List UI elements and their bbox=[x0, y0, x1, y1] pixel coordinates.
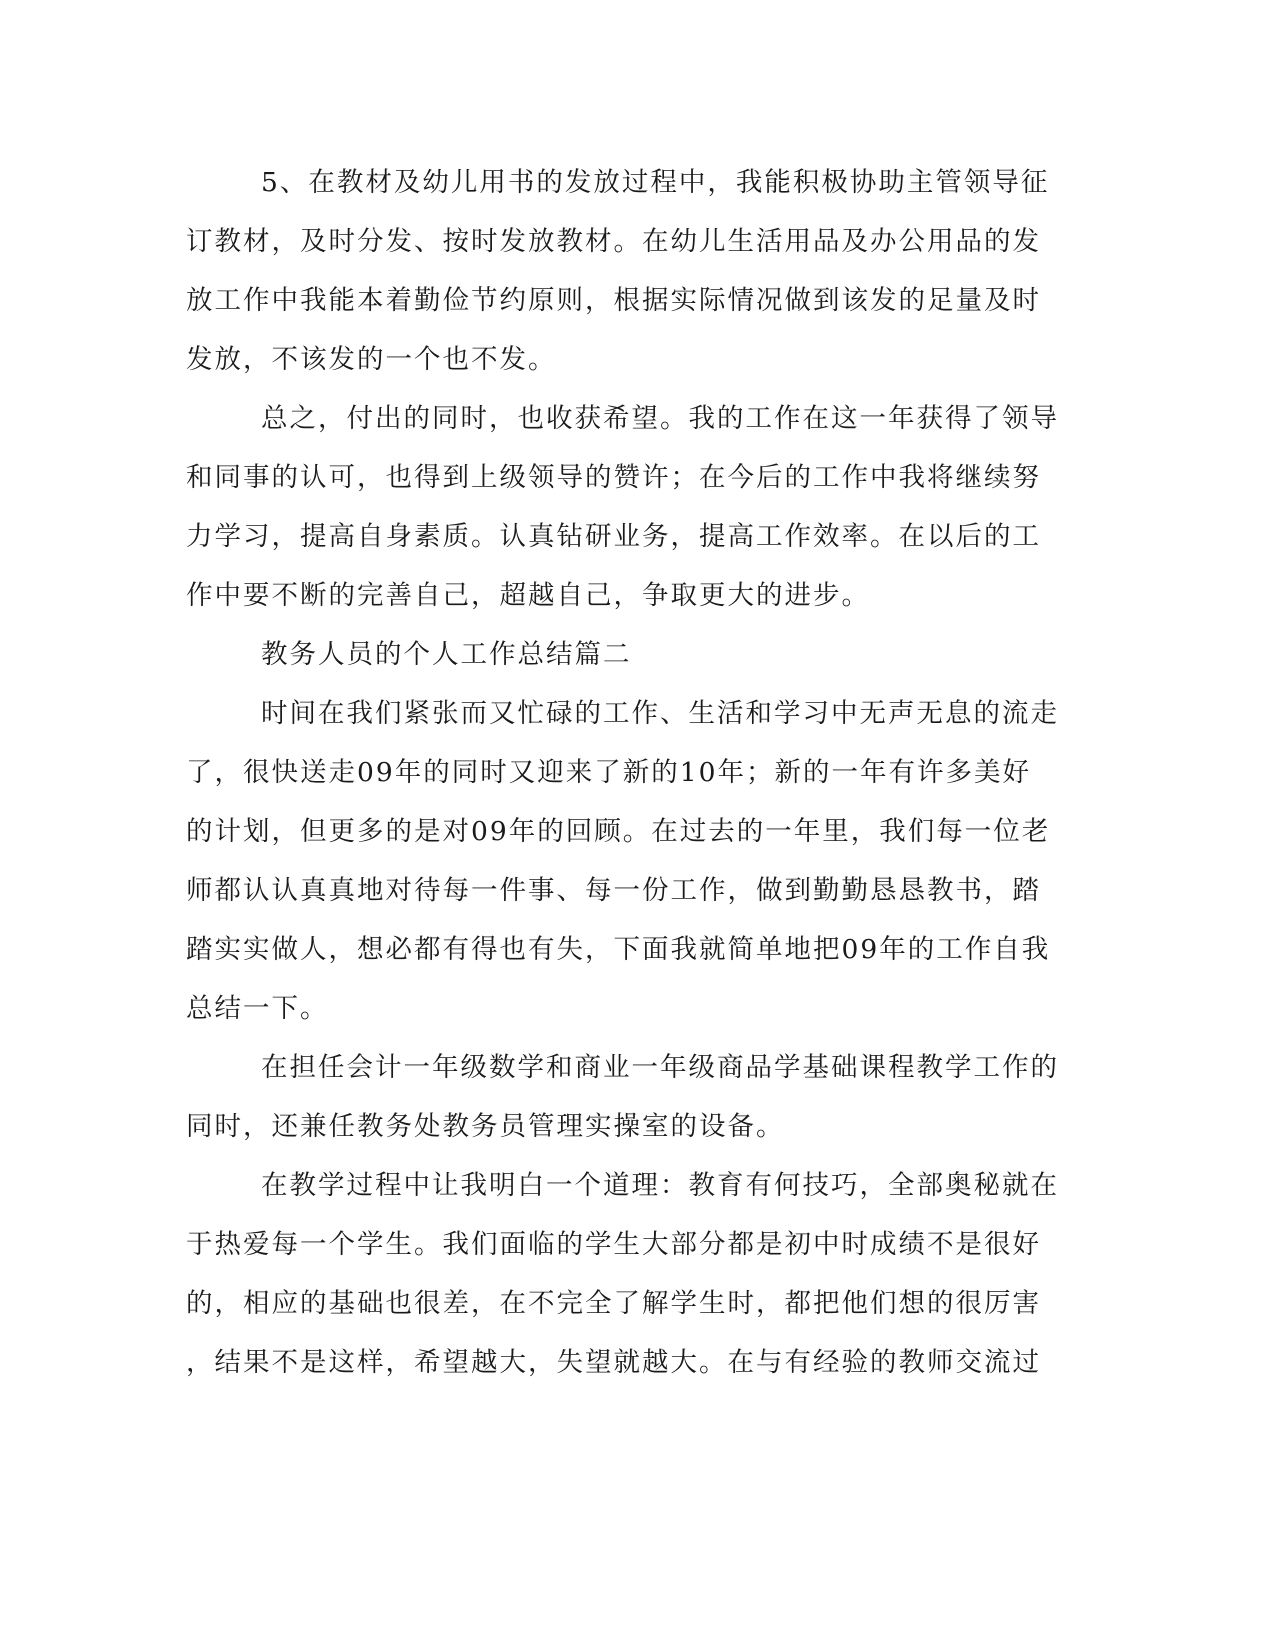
text-line: 的，相应的基础也很差，在不完全了解学生时，都把他们想的很厉害 bbox=[186, 1288, 1041, 1319]
section-heading: 教务人员的个人工作总结篇二 bbox=[261, 639, 632, 670]
text-line: 作中要不断的完善自己，超越自己，争取更大的进步。 bbox=[186, 580, 870, 611]
text-line: 了，很快送走09年的同时又迎来了新的10年；新的一年有许多美好 bbox=[186, 757, 1031, 788]
text-line: 总之，付出的同时，也收获希望。我的工作在这一年获得了领导 bbox=[261, 403, 1059, 434]
text-line: 和同事的认可，也得到上级领导的赞许；在今后的工作中我将继续努 bbox=[186, 462, 1041, 493]
text-line: 于热爱每一个学生。我们面临的学生大部分都是初中时成绩不是很好 bbox=[186, 1229, 1041, 1260]
text-line: 的计划，但更多的是对09年的回顾。在过去的一年里，我们每一位老 bbox=[186, 816, 1051, 847]
text-line: 踏实实做人，想必都有得也有失，下面我就简单地把09年的工作自我 bbox=[186, 934, 1051, 965]
text-line: 总结一下。 bbox=[186, 993, 329, 1024]
text-line: 在教学过程中让我明白一个道理：教育有何技巧，全部奥秘就在 bbox=[261, 1170, 1059, 1201]
text-line: 在担任会计一年级数学和商业一年级商品学基础课程教学工作的 bbox=[261, 1052, 1059, 1083]
text-line: 放工作中我能本着勤俭节约原则，根据实际情况做到该发的足量及时 bbox=[186, 285, 1041, 316]
text-line: 师都认认真真地对待每一件事、每一份工作，做到勤勤恳恳教书，踏 bbox=[186, 875, 1041, 906]
text-line: 5、在教材及幼儿用书的发放过程中，我能积极协助主管领导征 bbox=[261, 167, 1050, 198]
text-line: 力学习，提高自身素质。认真钻研业务，提高工作效率。在以后的工 bbox=[186, 521, 1041, 552]
text-line: ，结果不是这样，希望越大，失望就越大。在与有经验的教师交流过 bbox=[186, 1347, 1041, 1378]
text-line: 发放，不该发的一个也不发。 bbox=[186, 344, 557, 375]
text-line: 时间在我们紧张而又忙碌的工作、生活和学习中无声无息的流走 bbox=[261, 698, 1059, 729]
text-line: 同时，还兼任教务处教务员管理实操室的设备。 bbox=[186, 1111, 785, 1142]
text-line: 订教材，及时分发、按时发放教材。在幼儿生活用品及办公用品的发 bbox=[186, 226, 1041, 257]
